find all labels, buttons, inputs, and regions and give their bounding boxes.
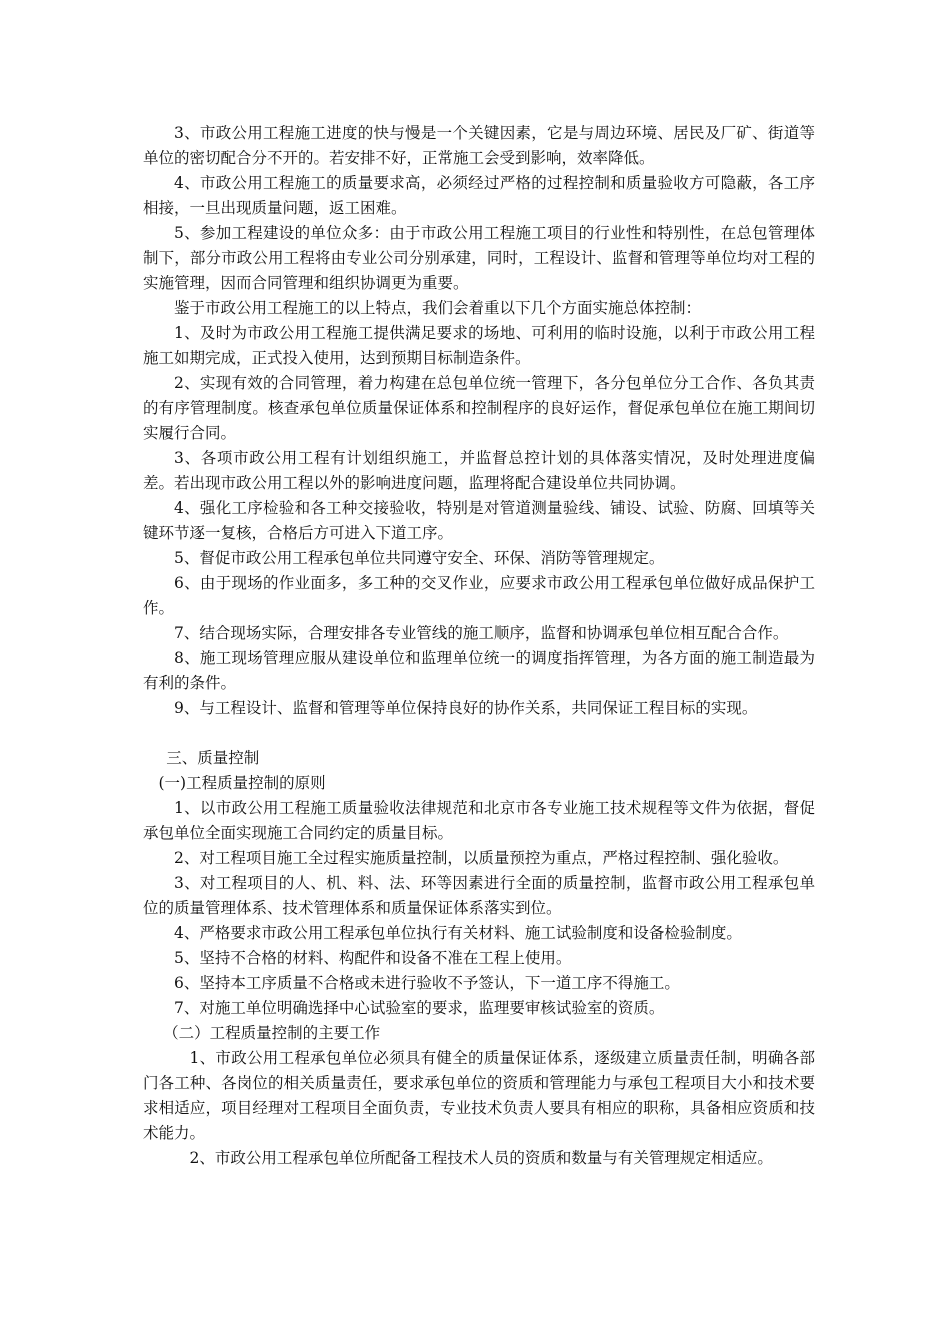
paragraph-a-12: 8、施工现场管理应服从建设单位和监理单位统一的调度指挥管理，为各方面的施工制造最为有利的条件。 (143, 649, 815, 692)
subsection-title-principles: (一)工程质量控制的原则 (158, 774, 326, 792)
section-title: 三、质量控制 (166, 749, 260, 767)
blank-line (143, 721, 815, 746)
paragraph-a-8: 4、强化工序检验和各工种交接验收，特别是对管道测量验线、铺设、试验、防腐、回填等关键环节逐一复核，合格后方可进入下道工序。 (143, 499, 815, 542)
paragraph-a-7: 3、各项市政公用工程有计划组织施工，并监督总控计划的具体落实情况，及时处理进度偏差。若出现市政公用工程以外的影响进度问题，监理将配合建设单位共同协调。 (143, 449, 815, 492)
paragraph-a-4: 鉴于市政公用工程施工的以上特点，我们会着重以下几个方面实施总体控制： (174, 299, 702, 317)
paragraph-c-1: 1、市政公用工程承包单位必须具有健全的质量保证体系，逐级建立质量责任制，明确各部门各工种、各岗位的相关质量责任，要求承包单位的资质和管理能力与承包工程项目大小和技术要求相适应，项目经理对工程项目全面负责，专业技术负责人要具有相应的职称，具备相应资质和技术能力。 (143, 1049, 815, 1142)
paragraph-b-3: 3、对工程项目的人、机、料、法、环等因素进行全面的质量控制，监督市政公用工程承包单位的质量管理体系、技术管理体系和质量保证体系落实到位。 (143, 874, 815, 917)
paragraph-a-1: 3、市政公用工程施工进度的快与慢是一个关键因素，它是与周边环境、居民及厂矿、街道等单位的密切配合分不开的。若安排不好，正常施工会受到影响，效率降低。 (143, 124, 815, 167)
paragraph-a-5: 1、及时为市政公用工程施工提供满足要求的场地、可利用的临时设施，以利于市政公用工程施工如期完成，正式投入使用，达到预期目标制造条件。 (143, 324, 815, 367)
paragraph-b-5: 5、坚持不合格的材料、构配件和设备不准在工程上使用。 (174, 949, 572, 967)
paragraph-a-9: 5、督促市政公用工程承包单位共同遵守安全、环保、消防等管理规定。 (174, 549, 665, 567)
paragraph-b-4: 4、严格要求市政公用工程承包单位执行有关材料、施工试验制度和设备检验制度。 (174, 924, 742, 942)
paragraph-a-6: 2、实现有效的合同管理，着力构建在总包单位统一管理下，各分包单位分工合作、各负其责的有序管理制度。核查承包单位质量保证体系和控制程序的良好运作，督促承包单位在施工期间切实履行合同。 (143, 374, 815, 442)
paragraph-a-11: 7、结合现场实际，合理安排各专业管线的施工顺序，监督和协调承包单位相互配合合作。 (174, 624, 789, 642)
subsection-title-main-work: （二）工程质量控制的主要工作 (163, 1024, 381, 1042)
paragraph-a-10: 6、由于现场的作业面多，多工种的交叉作业，应要求市政公用工程承包单位做好成品保护工作。 (143, 574, 815, 617)
paragraph-b-6: 6、坚持本工序质量不合格或未进行验收不予签认，下一道工序不得施工。 (174, 974, 680, 992)
paragraph-b-2: 2、对工程项目施工全过程实施质量控制，以质量预控为重点，严格过程控制、强化验收。 (174, 849, 789, 867)
paragraph-c-2: 2、市政公用工程承包单位所配备工程技术人员的资质和数量与有关管理规定相适应。 (189, 1149, 773, 1167)
document-body (143, 121, 815, 1171)
paragraph-b-1: 1、以市政公用工程施工质量验收法律规范和北京市各专业施工技术规程等文件为依据，督促承包单位全面实现施工合同约定的质量目标。 (143, 799, 815, 842)
paragraph-a-2: 4、市政公用工程施工的质量要求高，必须经过严格的过程控制和质量验收方可隐蔽，各工序相接，一旦出现质量问题，返工困难。 (143, 174, 815, 217)
paragraph-a-3: 5、参加工程建设的单位众多：由于市政公用工程施工项目的行业性和特别性，在总包管理体制下，部分市政公用工程将由专业公司分别承建，同时，工程设计、监督和管理等单位均对工程的实施管理，因而合同管理和组织协调更为重要。 (143, 224, 815, 292)
paragraph-a-13: 9、与工程设计、监督和管理等单位保持良好的协作关系，共同保证工程目标的实现。 (174, 699, 758, 717)
paragraph-b-7: 7、对施工单位明确选择中心试验室的要求，监理要审核试验室的资质。 (174, 999, 665, 1017)
